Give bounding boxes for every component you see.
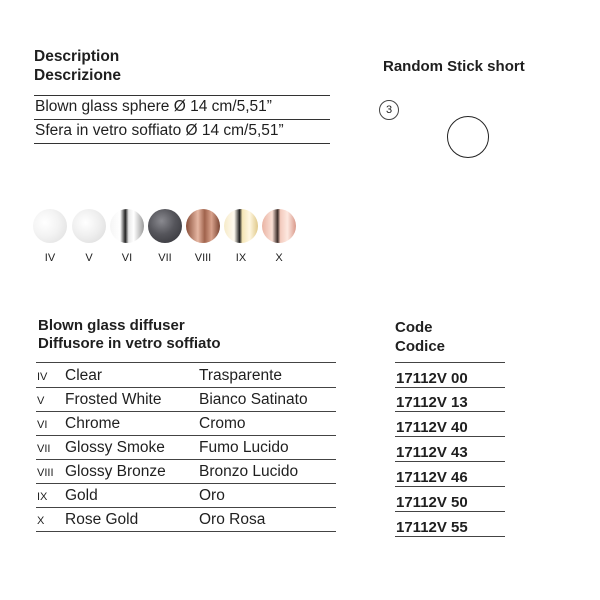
- code-row: [395, 437, 505, 462]
- code-value: 17112V 46: [396, 469, 468, 486]
- row-name-en: Chrome: [65, 415, 121, 432]
- row-name-it: Fumo Lucido: [199, 439, 289, 456]
- code-heading: [395, 318, 445, 356]
- row-name-it: Bronzo Lucido: [199, 463, 299, 480]
- swatch-gold: [224, 209, 258, 243]
- code-value: 17112V 13: [396, 394, 468, 411]
- row-name-en: Clear: [65, 367, 103, 384]
- code-value: 17112V 00: [396, 370, 468, 387]
- description-heading: [34, 47, 121, 85]
- row-name-it: Oro Rosa: [199, 511, 266, 528]
- code-row: [395, 487, 505, 512]
- table-row: [36, 507, 336, 532]
- swatch-label: VII: [158, 252, 172, 264]
- row-name-it: Trasparente: [199, 367, 282, 384]
- code-value: 17112V 43: [396, 444, 468, 461]
- swatch-chrome: [110, 209, 144, 243]
- swatch-label: VIII: [194, 252, 212, 264]
- product-name: Random Stick short: [383, 58, 525, 75]
- code-row: [395, 362, 505, 388]
- table-row: [36, 362, 336, 388]
- diffuser-heading: [38, 317, 221, 353]
- swatch-glossy-smoke: [148, 209, 182, 243]
- model-number-badge: 3: [379, 100, 399, 120]
- circle-outline-icon: [447, 116, 489, 158]
- row-name-en: Rose Gold: [65, 511, 139, 528]
- row-name-it: Bianco Satinato: [199, 391, 308, 408]
- code-row: [395, 412, 505, 437]
- code-value: 17112V 55: [396, 519, 468, 536]
- code-value: 17112V 40: [396, 419, 468, 436]
- description-line-en: Blown glass sphere Ø 14 cm/5,51”: [35, 98, 272, 115]
- row-number: X: [37, 515, 45, 527]
- row-name-en: Glossy Bronze: [65, 463, 166, 480]
- swatch-clear: [33, 209, 67, 243]
- description-heading-en: Description: [34, 48, 120, 65]
- swatch-label: IV: [44, 252, 56, 264]
- swatch-rose-gold: [262, 209, 296, 243]
- row-number: VII: [37, 443, 51, 455]
- row-name-it: Cromo: [199, 415, 246, 432]
- row-name-en: Glossy Smoke: [65, 439, 165, 456]
- table-row: [36, 411, 336, 436]
- swatch-label: VI: [121, 252, 133, 264]
- row-number: VI: [37, 419, 48, 431]
- description-heading-it: Descrizione: [34, 67, 122, 84]
- swatch-glossy-bronze: [186, 209, 220, 243]
- swatch-label: V: [85, 252, 93, 264]
- row-number: V: [37, 395, 45, 407]
- table-row: [36, 483, 336, 508]
- code-row: [395, 512, 505, 537]
- row-name-en: Gold: [65, 487, 98, 504]
- swatch-label: X: [275, 252, 283, 264]
- row-name-it: Oro: [199, 487, 225, 504]
- row-number: IX: [37, 491, 48, 503]
- description-line-it: Sfera in vetro soffiato Ø 14 cm/5,51”: [35, 122, 284, 139]
- table-row: [36, 459, 336, 484]
- divider: [34, 143, 330, 144]
- diffuser-heading-en: Blown glass diffuser: [38, 317, 185, 334]
- row-number: VIII: [37, 467, 54, 479]
- code-value: 17112V 50: [396, 494, 468, 511]
- code-row: [395, 387, 505, 412]
- diffuser-heading-it: Diffusore in vetro soffiato: [38, 335, 221, 352]
- row-name-en: Frosted White: [65, 391, 162, 408]
- row-number: IV: [37, 371, 48, 383]
- code-heading-en: Code: [395, 319, 433, 336]
- swatch-label: IX: [235, 252, 247, 264]
- code-row: [395, 462, 505, 487]
- divider: [34, 95, 330, 96]
- table-row: [36, 387, 336, 412]
- table-row: [36, 435, 336, 460]
- divider: [34, 119, 330, 120]
- code-heading-it: Codice: [395, 338, 446, 355]
- swatch-frosted-white: [72, 209, 106, 243]
